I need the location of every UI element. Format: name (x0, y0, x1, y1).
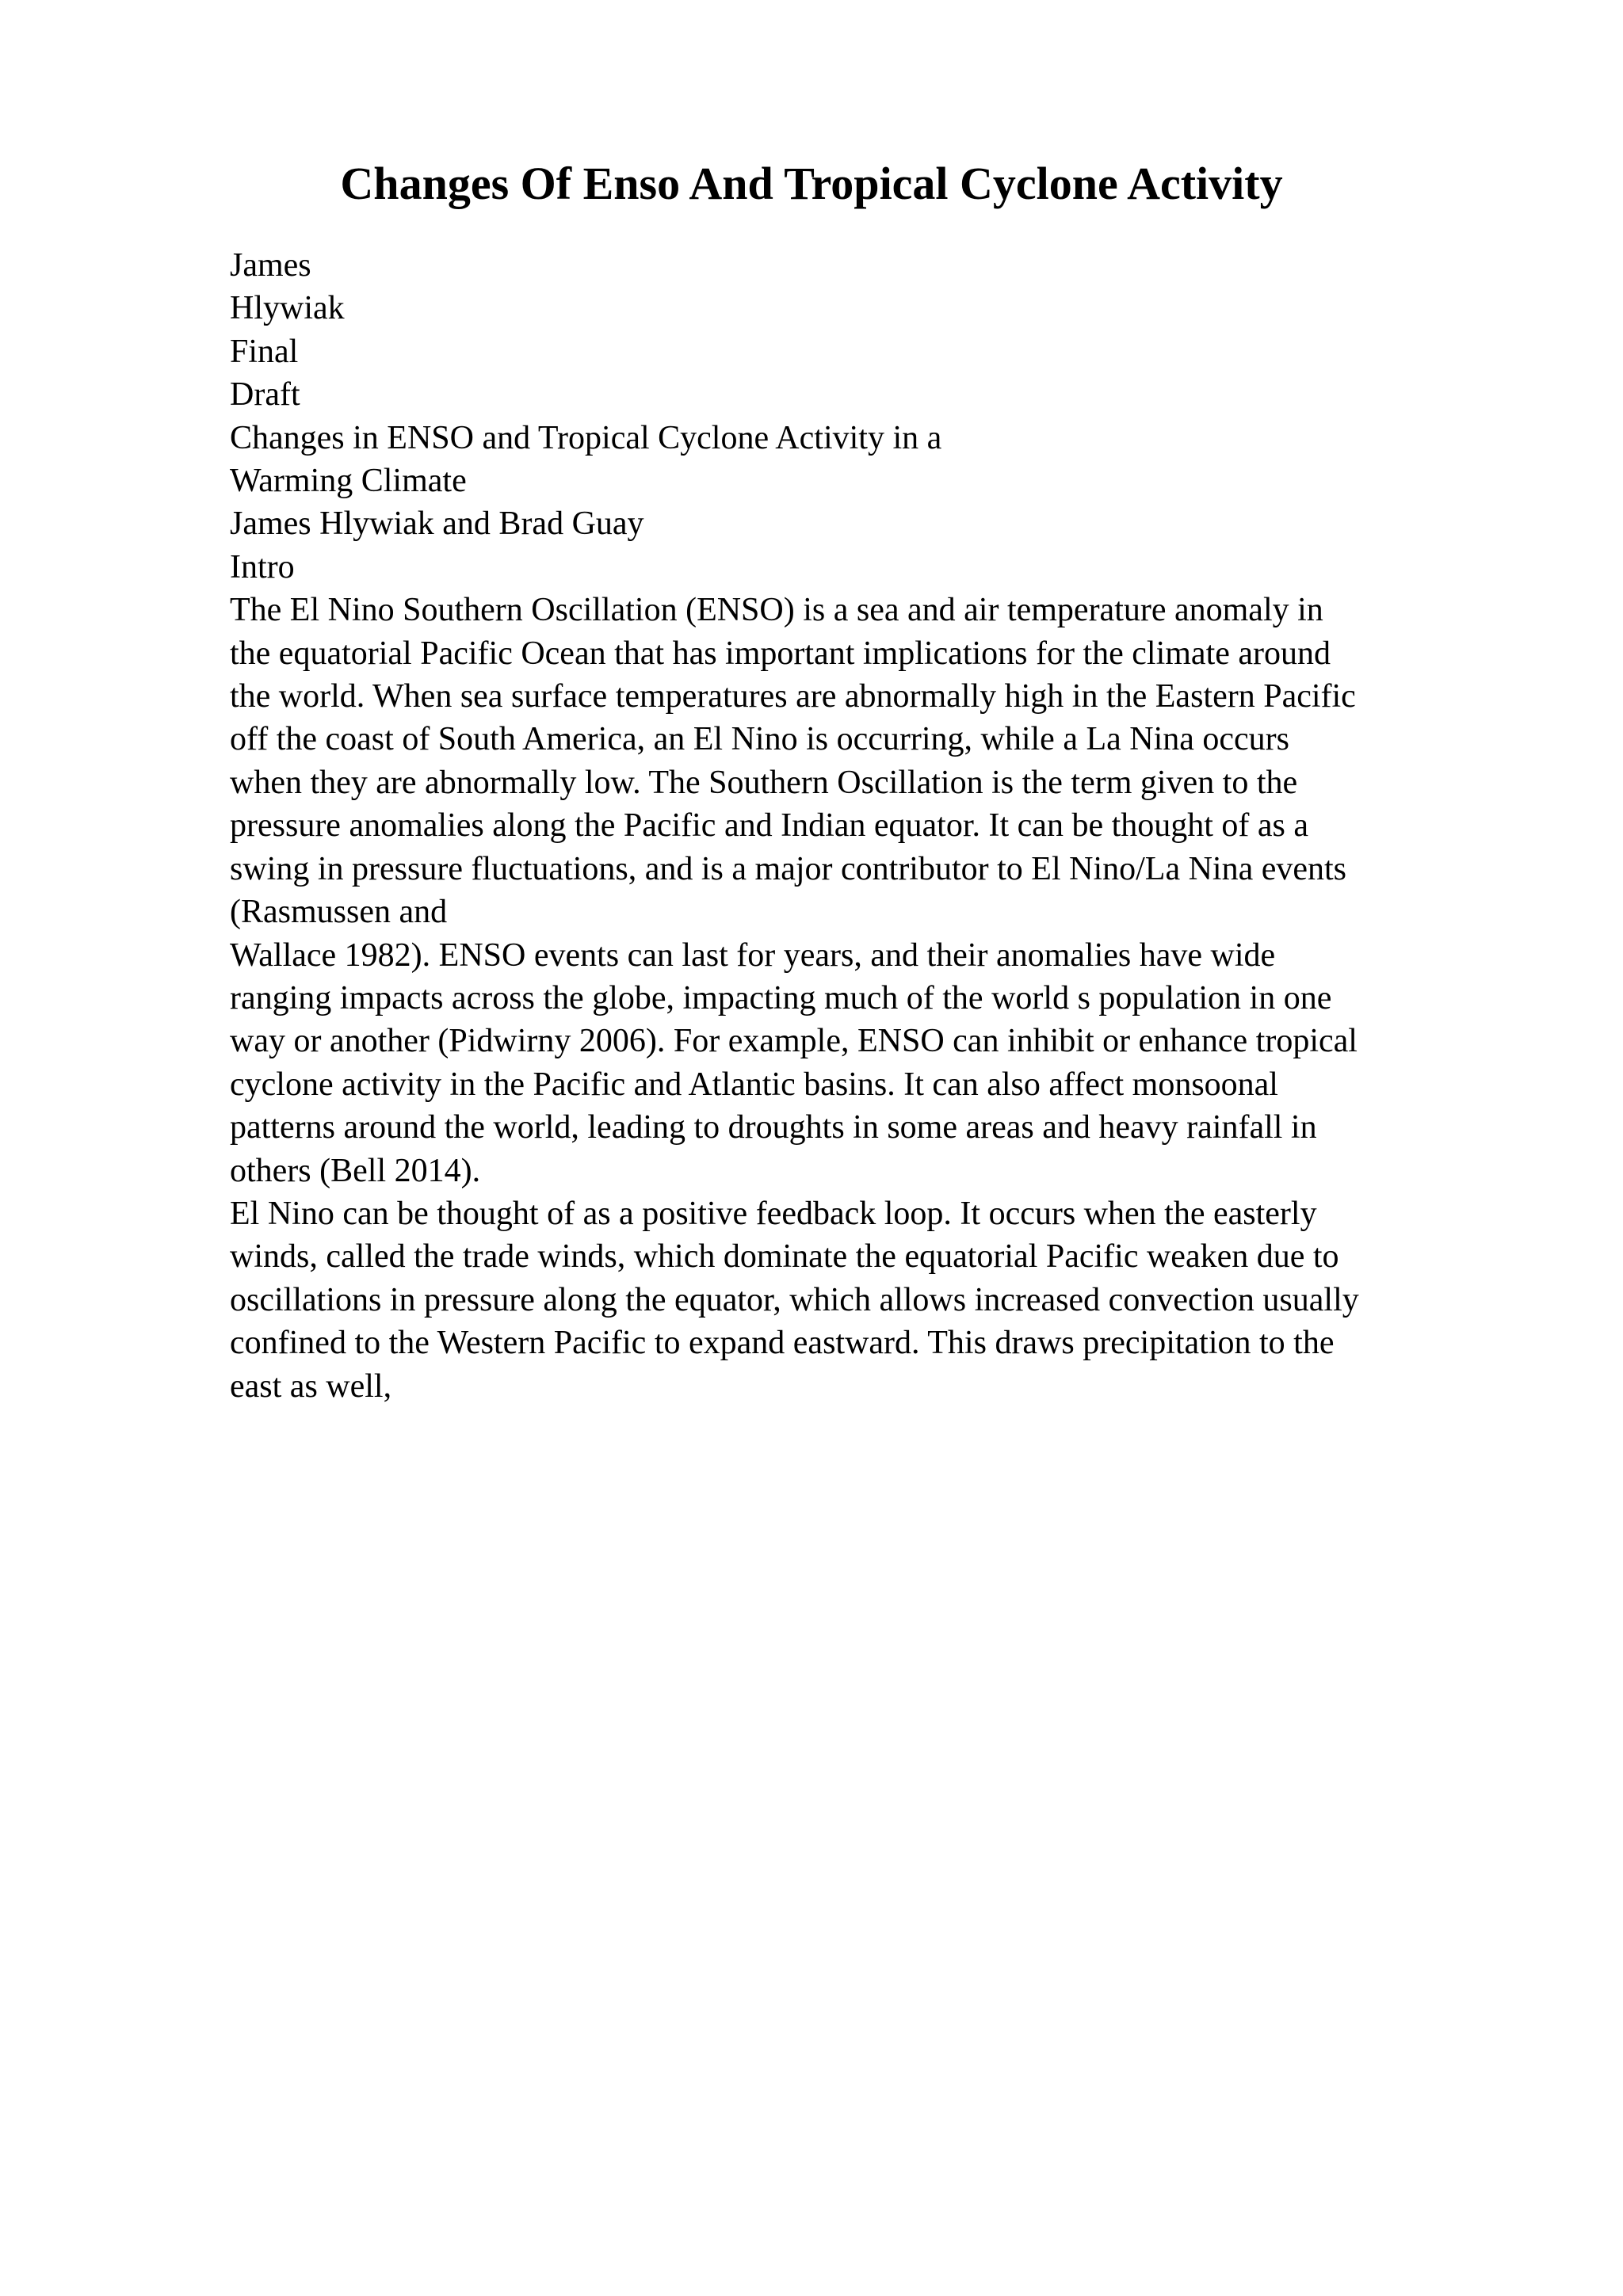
body-line: way or another (Pidwirny 2006). For example, ENSO can inhibit or enhance tropical (230, 1023, 1358, 1060)
body-line: patterns around the world, leading to droughts in some areas and heavy rainfall in (230, 1109, 1317, 1146)
document-title: Changes Of Enso And Tropical Cyclone Activity (340, 158, 1283, 209)
draft-label-line: Final (230, 333, 299, 370)
body-line: confined to the Western Pacific to expand eastward. This draws precipitation to the (230, 1325, 1335, 1362)
section-heading-intro: Intro (230, 548, 295, 585)
body-line: others (Bell 2014). (230, 1152, 481, 1189)
draft-label-line: Draft (230, 376, 300, 414)
body-line: swing in pressure fluctuations, and is a major contributor to El Nino/La Nina events (230, 850, 1347, 887)
body-line: pressure anomalies along the Pacific and Indian equator. It can be thought of as a (230, 807, 1309, 845)
body-line: Wallace 1982). ENSO events can last for years, and their anomalies have wide (230, 936, 1276, 974)
body-line: oscillations in pressure along the equator, which allows increased convection usually (230, 1281, 1359, 1318)
body-line: winds, called the trade winds, which dominate the equatorial Pacific weaken due to (230, 1238, 1339, 1276)
body-line: ranging impacts across the globe, impacting much of the world s population in one (230, 979, 1332, 1016)
body-line: The El Nino Southern Oscillation (ENSO) is a sea and air temperature anomaly in (230, 592, 1323, 629)
body-line: (Rasmussen and (230, 894, 448, 931)
authors-line: James Hlywiak and Brad Guay (230, 505, 644, 543)
body-line: El Nino can be thought of as a positive feedback loop. It occurs when the easterly (230, 1195, 1317, 1232)
body-line: the equatorial Pacific Ocean that has important implications for the climate around (230, 635, 1331, 672)
body-line: the world. When sea surface temperatures are abnormally high in the Eastern Pacific (230, 678, 1356, 715)
author-first-name-line: James (230, 247, 311, 284)
body-line: cyclone activity in the Pacific and Atlantic basins. It can also affect monsoonal (230, 1066, 1278, 1103)
body-line: when they are abnormally low. The Southern Oscillation is the term given to the (230, 764, 1298, 801)
paper-title-line: Changes in ENSO and Tropical Cyclone Activity in a (230, 419, 942, 456)
author-last-name-line: Hlywiak (230, 290, 345, 327)
document-body (230, 244, 1514, 1408)
body-line: off the coast of South America, an El Nino is occurring, while a La Nina occurs (230, 721, 1290, 758)
body-line: east as well, (230, 1367, 392, 1405)
paper-title-line: Warming Climate (230, 463, 467, 500)
